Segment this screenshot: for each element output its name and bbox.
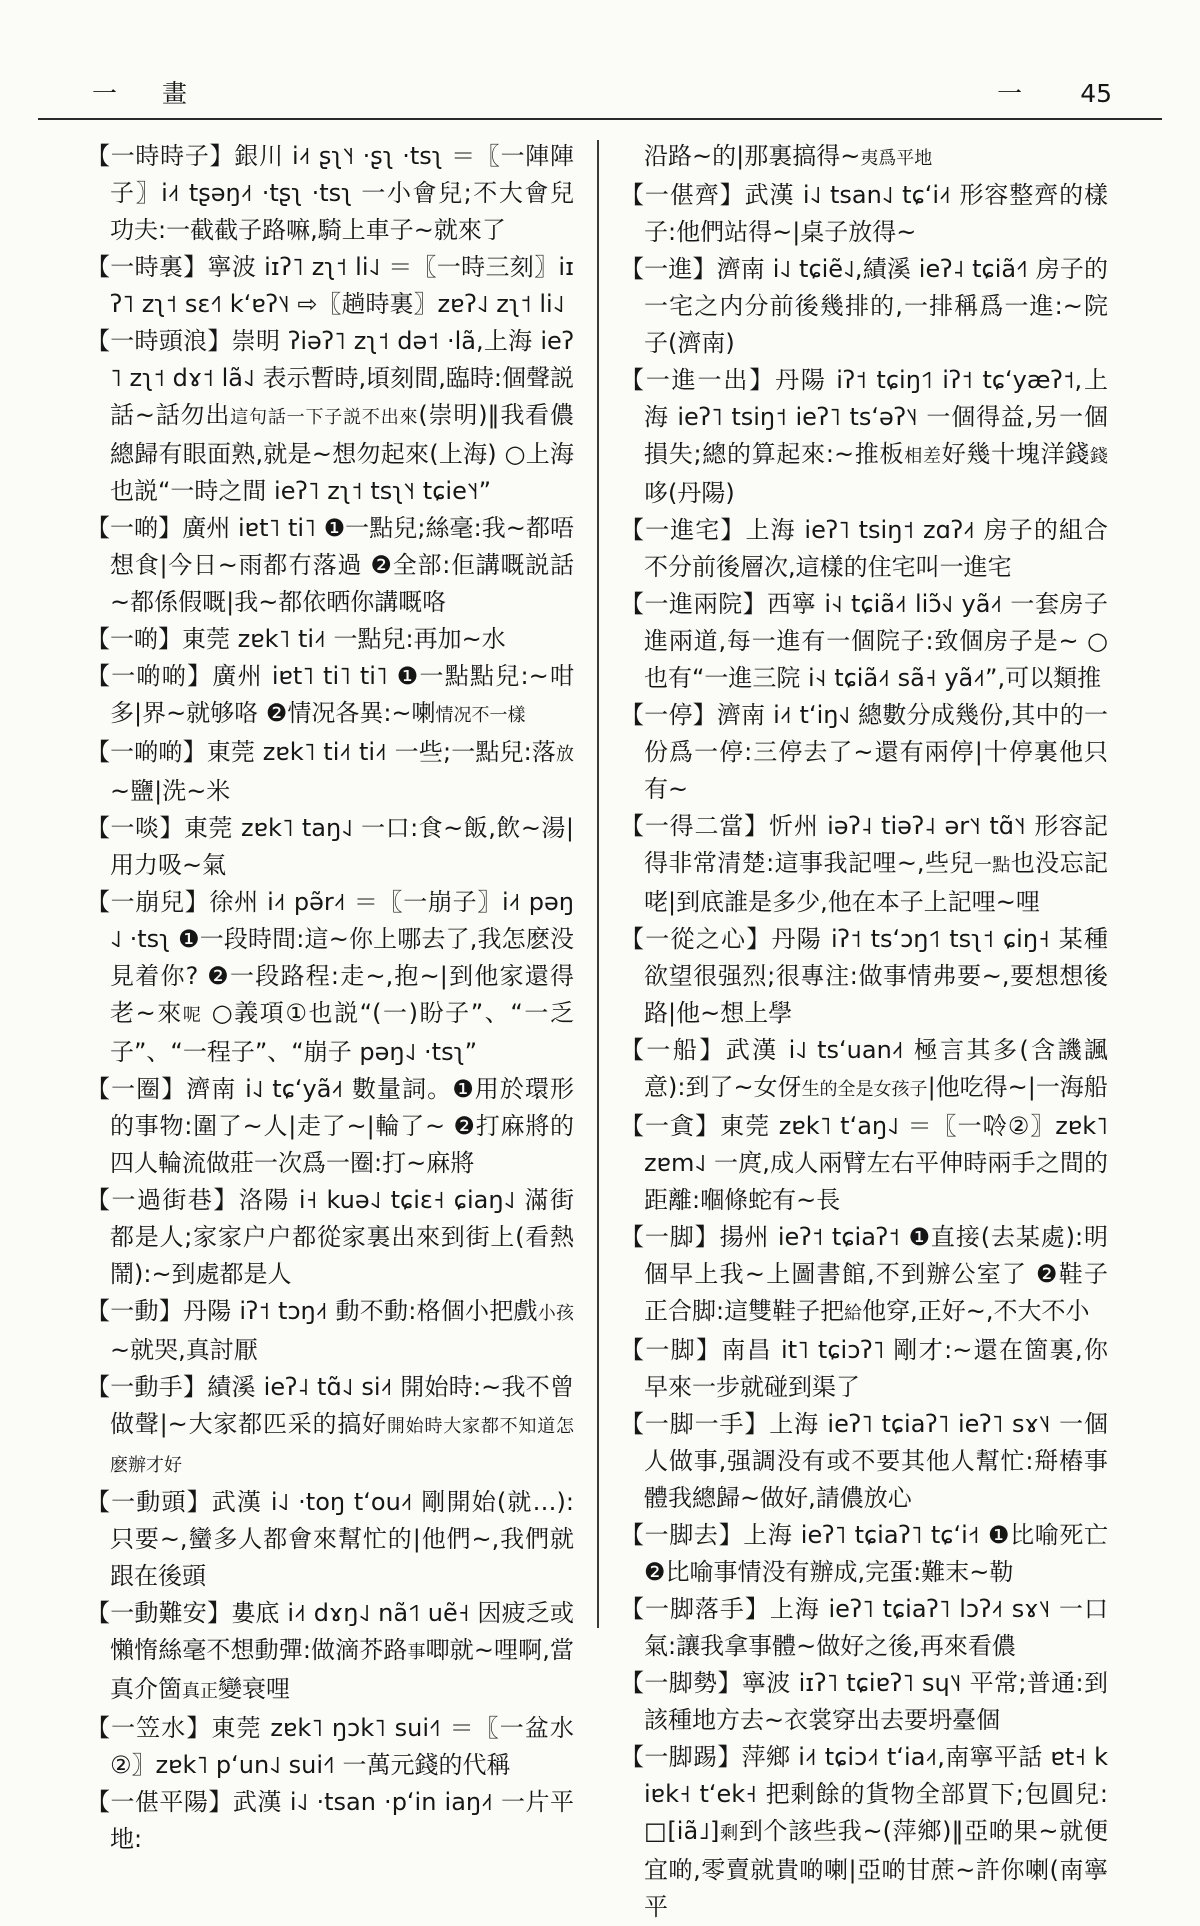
entry-headword: 【一進一出】 xyxy=(620,366,776,394)
entry-text: 唧就~哩啊,當真介箇 xyxy=(110,1636,574,1703)
entry-headword: 【一啖】 xyxy=(86,814,184,842)
entry-headword: 【一進】 xyxy=(620,255,717,283)
dict-entry xyxy=(86,734,574,810)
entry-text: 武漢 i˨˩ tsʻuan˨˦ 極言其多(含譏諷意):到了~女伢 xyxy=(644,1036,1108,1101)
entry-text: 丹陽 iʔ˦ tsʻɔŋ˦˥ tsʅ˦ ɕiŋ˧ 某種欲望很强烈;很專注:做事情弗要~,要想想後路|他~想上學 xyxy=(644,925,1109,1027)
entry-text: 廣州 iɐt˥ ti˥ ti˥ ❶一點點兒:~咁多|界~就够咯 ❷情况各異:~喇 xyxy=(110,662,575,727)
gloss-small-text: 真正 xyxy=(182,1681,218,1702)
entry-text: ~鹽|洗~米 xyxy=(110,777,231,805)
column-divider xyxy=(597,140,599,1628)
dict-entry xyxy=(86,1369,574,1484)
entry-text: 績溪 ieʔ˨ tɑ̃˨˩ si˨˦ 開始時:~我不曾做聲|~大家都匹采的搞好 xyxy=(110,1373,575,1438)
gloss-small-text: 相差 xyxy=(904,446,942,467)
entry-text: 武漢 i˨˩ ·toŋ tʻou˨˦ 剛開始(就…):只要~,蠻多人都會來幫忙的|他們~,我們就跟在後頭 xyxy=(110,1488,575,1590)
entry-text: 忻州 iəʔ˨ tiəʔ˨ ər˥˧ tɑ̃˥˧ 形容記得非常清楚:這事我記哩~,些兒 xyxy=(644,812,1108,877)
dict-entry xyxy=(86,1293,574,1369)
entry-text: 濟南 i˨˦ tʻiŋ˧˩ 總數分成幾份,其中的一份爲一停:三停去了~還有兩停|十停裏他只有~ xyxy=(644,701,1108,803)
gloss-small-text: 錢 xyxy=(1090,446,1109,467)
dict-entry xyxy=(620,1517,1108,1591)
entry-headword: 【一圈】 xyxy=(86,1075,187,1103)
dict-entry xyxy=(86,621,574,658)
entry-text: 武漢 i˨˩ tsan˨˩ tɕʻi˨˦ 形容整齊的樣子:他們站得~|桌子放得~ xyxy=(644,181,1108,246)
entry-headword: 【一進宅】 xyxy=(620,516,746,544)
dict-entry xyxy=(620,251,1108,362)
entry-headword: 【一偡齊】 xyxy=(620,181,745,209)
dict-entry xyxy=(86,1071,574,1182)
entry-headword: 【一脚一手】 xyxy=(620,1410,770,1438)
entry-text: 武漢 i˨˩ ·tsan ·pʻin iaŋ˨˦ 一片平地: xyxy=(110,1788,575,1853)
entry-text: 銀川 i˨˦ ʂʅ˥˧ ·ʂʅ ·tsʅ ＝〖一陣陣子〗i˨˦ tʂəŋ˨˦ ·tʂʅ ·tsʅ 一小會兒;不大會兒功夫:一截截子路嘛,騎上車子~就來了 xyxy=(110,142,575,244)
entry-headword: 【一動】 xyxy=(86,1297,183,1325)
entry-headword: 【一得二當】 xyxy=(620,812,769,840)
dict-entry xyxy=(86,884,574,1071)
entry-text: 揚州 ieʔ˦ tɕiaʔ˦ ❶直接(去某處):明個早上我~上圖書館,不到辦公室了 ❷鞋子正合脚:這雙鞋子把 xyxy=(644,1223,1108,1325)
entry-headword: 【一進兩院】 xyxy=(620,590,768,618)
entry-text: 寧波 iɪʔ˥ tɕiɐʔ˥ sɥ˥˨ 平常;普通:到該種地方去~衣裳穿出去要坍臺個 xyxy=(644,1669,1109,1734)
dict-entry xyxy=(86,1595,574,1710)
entry-headword: 【一時頭浪】 xyxy=(86,327,232,355)
entry-text: 上海 ieʔ˥ tsiŋ˦ zɑʔ˨˦ 房子的組合不分前後層次,這樣的住宅叫一進宅 xyxy=(644,516,1109,581)
entry-text: 徐州 i˨˦ pə̃r˨˦ ＝〖一崩子〗i˨˦ pəŋ˨˩ ·tsʅ ❶一段時間:這~你上哪去了,我怎麽没見着你? ❷一段路程:走~,抱~|到他家還得老~來 xyxy=(110,888,575,1027)
gloss-small-text: 一點 xyxy=(973,855,1011,876)
entry-text: 濟南 i˨˩ tɕiẽ˨˩,績溪 ieʔ˨ tɕiã˧˥ 房子的一宅之内分前後幾排的,一排稱爲一進:~院子(濟南) xyxy=(644,255,1109,357)
entry-text: 西寧 i˧˨ tɕiã˨˦ liɔ̃˧˩ yã˨˦ 一套房子進兩道,每一進有一個院子:致個房子是~ ○也有“一進三院 i˧˨ tɕiã˨˦ sã˧ yã˨˦”,可以類推 xyxy=(644,590,1109,692)
entry-text: 好幾十塊洋錢 xyxy=(941,440,1091,468)
dict-entry xyxy=(620,921,1108,1032)
entry-headword: 【一動手】 xyxy=(86,1373,208,1401)
entry-text: 東莞 zɐk˥ ŋɔk˥ sui˧˥ ＝〖一盆水②〗zɐk˥ pʻun˨˩ sui˧˥ 一萬元錢的代稱 xyxy=(110,1714,574,1779)
dict-entry xyxy=(86,510,574,621)
entry-text: 上海 ieʔ˥ tɕiaʔ˥ tɕʻi˧˦ ❶比喻死亡 ❷比喻事情没有辦成,完蛋:難末~勒 xyxy=(644,1521,1108,1586)
entry-text: ~就哭,真討厭 xyxy=(110,1336,258,1364)
entry-headword: 【一啲啲】 xyxy=(86,738,207,766)
dict-entry xyxy=(620,586,1108,697)
radical-char: 一 xyxy=(997,79,1023,108)
entry-headword: 【一脚踢】 xyxy=(620,1743,742,1771)
entry-text: 丹陽 iʔ˦ tɔŋ˨˦ 動不動:格個小把戲 xyxy=(182,1297,538,1325)
entry-headword: 【一過街巷】 xyxy=(86,1186,239,1214)
left-column xyxy=(86,138,574,1858)
dict-entry xyxy=(620,1665,1108,1739)
entry-text: 丹陽 iʔ˦ tɕiŋ˦˥ iʔ˦ tɕʻyæʔ˦,上海 ieʔ˥ tsiŋ˦ ieʔ˥ tsʻəʔ˥˨ 一個得益,另一個損失;總的算起來:~推板 xyxy=(644,366,1109,468)
gloss-small-text: 情况不一樣 xyxy=(435,705,526,726)
section-title: 一 畫 xyxy=(92,79,198,108)
entry-headword: 【一船】 xyxy=(620,1036,726,1064)
entry-text: 洛陽 i˧ kuə˨˩ tɕiɛ˧ ɕiaŋ˨˩ 滿街都是人;家家户户都從家裏出來到街上(看熱鬧):~到處都是人 xyxy=(110,1186,574,1288)
entry-text: 變衰哩 xyxy=(218,1675,290,1703)
entry-headword: 【一脚去】 xyxy=(620,1521,744,1549)
gloss-small-text: 生的全是女孩子 xyxy=(801,1079,928,1100)
dict-entry xyxy=(86,249,574,323)
entry-text: 寧波 iɪʔ˥ zʅ˦ li˨˩ ＝〖一時三刻〗iɪʔ˥ zʅ˦ sɛ˧˥ kʻɐʔ˥˨ ⇨〖趟時裏〗zɐʔ˨˩ zʅ˦ li˨˩ xyxy=(110,253,575,318)
entry-text: 東莞 zɐk˥ ti˨˦ 一點兒:再加~水 xyxy=(182,625,506,653)
entry-text: ○義項①也説“(一)盼子”、“一乏子”、“一程子”、“崩子 pəŋ˨˩ ·tsʅ” xyxy=(110,999,574,1066)
dict-entry xyxy=(86,1484,574,1595)
entry-headword: 【一貪】 xyxy=(620,1112,721,1140)
dict-entry xyxy=(620,362,1108,512)
entry-text: 也没忘記咾|到底誰是多少,他在本子上記哩~哩 xyxy=(644,849,1109,916)
right-column xyxy=(620,138,1108,1926)
entry-text: (崇明)‖我看儂總歸有眼面熟,就是~想勿起來(上海) ○上海也説“一時之間 ieʔ˥ zʅ˦ tsʅ˥˧ tɕie˥˧” xyxy=(110,401,575,505)
entry-text: 婁底 i˨˦ dɤŋ˨˩ nã˦˥ uẽ˧ 因疲乏或懶惰絲毫不想動彈:做滴芥路 xyxy=(110,1599,574,1664)
gloss-small-text: 放 xyxy=(556,744,575,765)
gloss-small-text: 夷爲平地 xyxy=(860,148,933,169)
entry-text: 上海 ieʔ˥ tɕiaʔ˥ ieʔ˥ sɤ˥˨ 一個人做事,强調没有或不要其他人幫忙:搿樁事體我總歸~做好,請儂放心 xyxy=(644,1410,1109,1512)
dict-entry xyxy=(86,658,574,734)
entry-headword: 【一脚】 xyxy=(620,1223,720,1251)
gloss-small-text: 剩 xyxy=(719,1823,739,1844)
entry-text: 南昌 it˥ tɕiɔʔ˥ 剛才:~還在箇裏,你早來一步就碰到渠了 xyxy=(644,1336,1108,1401)
entry-headword: 【一偡平陽】 xyxy=(86,1788,233,1816)
entry-text: 上海 ieʔ˥ tɕiaʔ˥ lɔʔ˨˦ sɤ˥˨ 一口氣:讓我拿事體~做好之後,再來看儂 xyxy=(644,1595,1108,1660)
entry-headword: 【一笠水】 xyxy=(86,1714,212,1742)
entry-text: 哆(丹陽) xyxy=(644,479,735,507)
entry-text: 東莞 zɐk˥ ti˨˦ ti˨˦ 一些;一點兒:落 xyxy=(206,738,557,766)
gloss-small-text: 事 xyxy=(407,1642,426,1663)
gloss-small-text: 給 xyxy=(844,1303,863,1324)
gloss-small-text: 呢 xyxy=(182,1005,203,1026)
dict-entry xyxy=(620,697,1108,808)
entry-text: 崇明 ʔiəʔ˥ zʅ˦ də˦ ·lã,上海 ieʔ˥ zʅ˦ dɤ˦ lã˨˩ 表示暫時,頃刻間,臨時:個聲説話~話勿出 xyxy=(110,327,575,429)
entry-headword: 【一停】 xyxy=(620,701,717,729)
page-header-right xyxy=(997,74,1112,110)
dict-entry xyxy=(620,1739,1108,1926)
page-number: 45 xyxy=(1080,79,1112,108)
dict-entry xyxy=(620,808,1108,921)
entry-text: 他穿,正好~,不大不小 xyxy=(862,1297,1090,1325)
entry-text: 到个該些我~(萍鄉)‖亞啲果~就便宜啲,零賣就貴啲喇|亞啲甘蔗~許你喇(南寧平 xyxy=(644,1817,1109,1921)
entry-headword: 【一從之心】 xyxy=(620,925,772,953)
entry-headword: 【一脚落手】 xyxy=(620,1595,770,1623)
entry-text: 沿路~的|那裏搞得~ xyxy=(644,142,861,170)
entry-text: 濟南 i˨˩ tɕʻyã˨˦ 數量詞。❶用於環形的事物:圍了~人|走了~|輪了~ ❷打麻將的四人輪流做莊一次爲一圈:打~麻將 xyxy=(110,1075,574,1177)
dict-entry xyxy=(620,177,1108,251)
dict-entry xyxy=(86,138,574,249)
entry-headword: 【一啲】 xyxy=(86,625,182,653)
entry-headword: 【一啲啲】 xyxy=(86,662,213,690)
dict-entry xyxy=(86,323,574,510)
gloss-small-text: 開始時大家都不知道怎麽辦才好 xyxy=(110,1416,574,1476)
dict-entry xyxy=(620,1591,1108,1665)
entry-headword: 【一動難安】 xyxy=(86,1599,232,1627)
dict-entry xyxy=(86,1710,574,1784)
gloss-small-text: 小孩 xyxy=(537,1303,575,1324)
entry-text: 東莞 zɐk˥ tʻaŋ˨˩ ＝〖一唥②〗zɐk˥ zɐm˨˩ 一庹,成人兩臂左右平伸時兩手之間的距離:嗰條蛇有~長 xyxy=(644,1112,1108,1214)
dict-entry xyxy=(86,1182,574,1293)
entry-headword: 【一脚】 xyxy=(620,1336,722,1364)
dict-entry xyxy=(620,138,1108,177)
dict-entry xyxy=(620,1406,1108,1517)
entry-text: 廣州 iɐt˥ ti˥ ❶一點兒;絲毫:我~都唔想食|今日~雨都冇落過 ❷全部:佢講嘅説話~都係假嘅|我~都依晒你講嘅咯 xyxy=(110,514,574,616)
entry-headword: 【一動頭】 xyxy=(86,1488,212,1516)
dict-entry xyxy=(620,512,1108,586)
entry-headword: 【一時時子】 xyxy=(86,142,235,170)
dict-entry xyxy=(620,1032,1108,1108)
entry-headword: 【一脚勢】 xyxy=(620,1669,742,1697)
dict-entry xyxy=(620,1219,1108,1332)
header-rule xyxy=(38,118,1162,120)
entry-text: 萍鄉 i˨˦ tɕiɔ˨˦ tʻia˨˦,南寧平話 ɐt˧ kiɐk˧ tʻek˧ 把剩餘的貨物全部買下;包圓兒:□[iã˩] xyxy=(644,1743,1108,1845)
entry-text: |他吃得~|一海船 xyxy=(927,1073,1108,1101)
entry-text: 東莞 zɐk˥ taŋ˨˩ 一口:食~飯,飲~湯|用力吸~氣 xyxy=(110,814,574,879)
dict-entry xyxy=(86,810,574,884)
dict-entry xyxy=(620,1108,1108,1219)
dict-entry xyxy=(620,1332,1108,1406)
gloss-small-text: 這句話一下子説不出來 xyxy=(230,407,419,428)
entry-headword: 【一時裏】 xyxy=(86,253,208,281)
dict-entry xyxy=(86,1784,574,1858)
entry-headword: 【一崩兒】 xyxy=(86,888,210,916)
entry-headword: 【一啲】 xyxy=(86,514,183,542)
